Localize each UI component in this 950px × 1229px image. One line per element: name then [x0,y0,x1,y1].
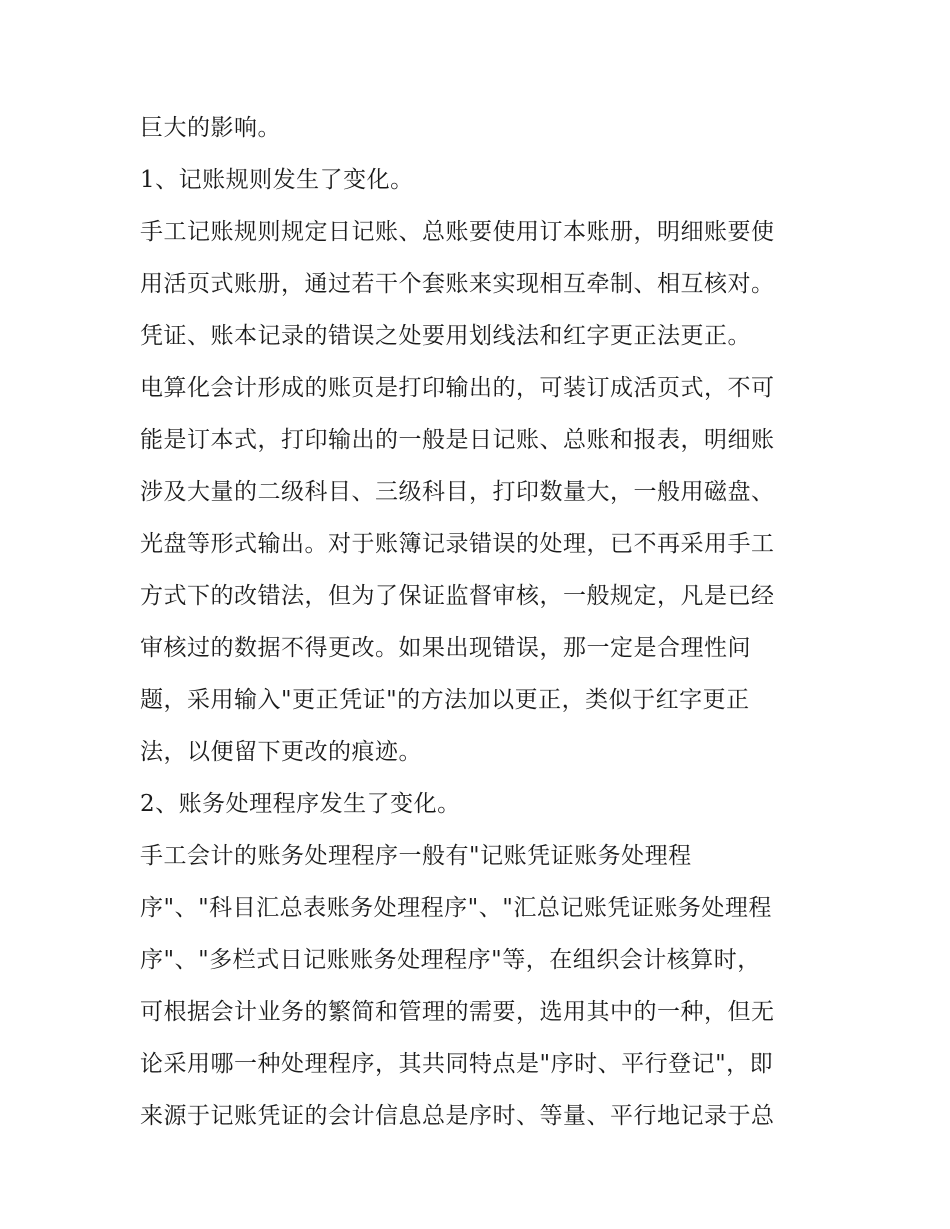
text-line: 光盘等形式输出。对于账簿记录错误的处理，已不再采用手工 [140,531,775,557]
text-line: 法，以便留下更改的痕迹。 [140,739,422,765]
text-line: 手工记账规则规定日记账、总账要使用订本账册，明细账要使 [140,219,775,245]
text-line: 巨大的影响。 [140,115,281,141]
text-line: 题，采用输入"更正凭证"的方法加以更正，类似于红字更正 [140,687,750,713]
text-line: 能是订本式，打印输出的一般是日记账、总账和报表，明细账 [140,427,775,453]
text-line: 可根据会计业务的繁简和管理的需要，选用其中的一种，但无 [140,999,775,1025]
section-heading-1: 1、记账规则发生了变化。 [140,167,414,193]
text-line: 凭证、账本记录的错误之处要用划线法和红字更正法更正。 [140,323,751,349]
text-line: 电算化会计形成的账页是打印输出的，可装订成活页式，不可 [140,375,775,401]
text-line: 来源于记账凭证的会计信息总是序时、等量、平行地记录于总 [140,1103,775,1129]
text-line: 方式下的改错法，但为了保证监督审核，一般规定，凡是已经 [140,583,775,609]
text-line: 审核过的数据不得更改。如果出现错误，那一定是合理性问 [140,635,751,661]
text-line: 论采用哪一种处理程序，其共同特点是"序时、平行登记"，即 [140,1051,774,1077]
document-body [140,102,820,1142]
text-line: 序"、"多栏式日记账账务处理程序"等，在组织会计核算时， [140,947,761,973]
text-line: 手工会计的账务处理程序一般有"记账凭证账务处理程 [140,843,692,869]
text-line: 用活页式账册，通过若干个套账来实现相互牵制、相互核对。 [140,271,775,297]
text-line: 涉及大量的二级科目、三级科目，打印数量大，一般用磁盘、 [140,479,775,505]
text-line: 序"、"科目汇总表账务处理程序"、"汇总记账凭证账务处理程 [140,895,772,921]
section-heading-2: 2、账务处理程序发生了变化。 [140,791,461,817]
